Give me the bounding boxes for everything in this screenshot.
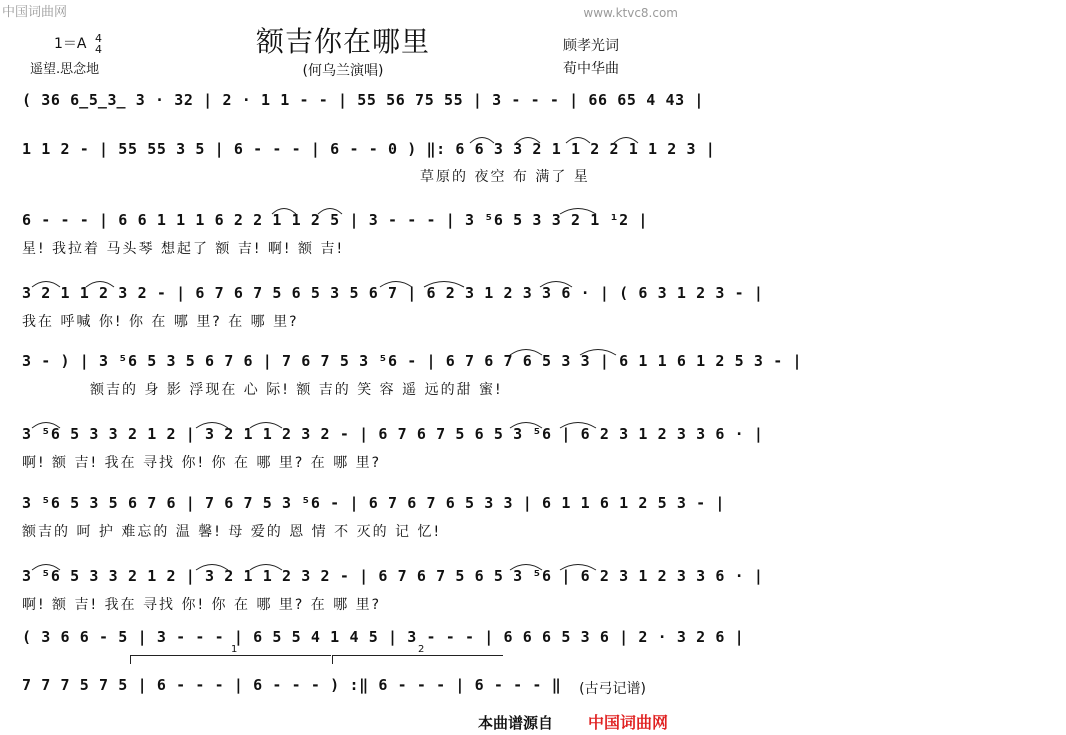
score-row-3: 6 - - - | 6 6 1 1 1 6 2 2 1 1 2 5 | 3 - - - | 3 ⁵6 5 3 3 2 1 ¹2 | [22,211,648,229]
lyrics-row-5: 额吉的 身 影 浮现在 心 际! 额 吉的 笑 容 遥 远的甜 蜜! [90,382,503,398]
site-watermark: 中国词曲网 [2,5,68,20]
slur [516,138,540,144]
score-row-4: 3 2 1 1 2 3 2 - | 6 7 6 7 5 6 5 3 5 6 7 | 6 2 3 1 2 3 3 6 · | ( 6 3 1 2 3 - | [22,284,764,302]
site-url[interactable]: www.ktvc8.com [583,6,678,20]
lyrics-row-7: 额吉的 呵 护 难忘的 温 馨! 母 爱的 恩 情 不 灭的 记 忆! [22,524,442,540]
lyrics-row-4: 我在 呼喊 你! 你 在 哪 里? 在 哪 里? [22,314,299,330]
score-row-8: 3 ⁵6 5 3 3 2 1 2 | 3 2 1 1 2 3 2 - | 6 7 6 7 5 6 5 3 ⁵6 | 6 2 3 1 2 3 3 6 · | [22,567,764,585]
slur [32,282,60,288]
slur [540,282,572,288]
mood-marking: 遥望.思念地 [30,62,100,77]
slur [196,423,228,429]
meter-top: 4 [94,32,102,45]
score-row-2: 1 1 2 - | 55 55 3 5 | 6 - - - | 6 - - 0 ) ‖: 6 6 3 3 2 1 1 2 2 1 1 2 3 | [22,140,716,158]
notation-credit: (古弓记谱) [579,681,646,697]
source-label: 本曲谱源自 [478,714,554,732]
score-row-9: ( 3 6 6 - 5 | 3 - - - | 6 5 5 4 1 4 5 | 3 - - - | 6 6 6 5 3 6 | 2 · 3 2 6 | [22,628,745,646]
slur [560,209,596,215]
volta-number-2: 2 [418,644,425,655]
score-row-1: ( 36 6̲5̲3̲ 3 · 32 | 2 · 1 1 - - | 55 56 75 55 | 3 - - - | 66 65 4 43 | [22,91,704,109]
key-text: 1＝A [54,36,87,52]
slur [86,282,114,288]
meter-bottom: 4 [94,43,102,56]
slur [380,282,412,288]
slur [510,423,542,429]
score-row-5: 3 - ) | 3 ⁵6 5 3 5 6 7 6 | 7 6 7 5 3 ⁵6 - | 6 7 6 7 6 5 3 3 | 6 1 1 6 1 2 5 3 - | [22,352,803,370]
slur [424,282,464,288]
slur [32,565,60,571]
volta-number-1: 1 [231,644,238,655]
slur [272,209,296,215]
slur [196,565,228,571]
slur [510,350,542,356]
slur [470,138,494,144]
score-row-7: 3 ⁵6 5 3 5 6 7 6 | 7 6 7 5 3 ⁵6 - | 6 7 6 7 6 5 3 3 | 6 1 1 6 1 2 5 3 - | [22,494,726,512]
source-site-link[interactable]: 中国词曲网 [588,713,669,732]
slur [510,565,542,571]
slur [560,565,596,571]
slur [318,209,342,215]
lyrics-row-2: 草原的 夜空 布 满了 星 [420,169,590,185]
slur [250,565,282,571]
slur [566,138,590,144]
lyrics-row-8: 啊! 额 吉! 我在 寻找 你! 你 在 哪 里? 在 哪 里? [22,597,382,613]
score-row-10: 7 7 7 5 7 5 | 6 - - - | 6 - - - ) :‖ 6 - - - | 6 - - - ‖ [22,676,562,694]
singer-credit: (何乌兰演唱) [302,63,384,79]
slur [32,423,60,429]
song-title: 额吉你在哪里 [255,25,430,58]
slur [560,423,596,429]
slur [614,138,638,144]
slur [580,350,616,356]
lyrics-row-3: 星! 我拉着 马头琴 想起了 额 吉! 啊! 额 吉! [22,241,345,257]
slur [250,423,282,429]
composer-credit: 荀中华曲 [563,61,619,77]
lyrics-row-6: 啊! 额 吉! 我在 寻找 你! 你 在 哪 里? 在 哪 里? [22,455,382,471]
score-row-6: 3 ⁵6 5 3 3 2 1 2 | 3 2 1 1 2 3 2 - | 6 7 6 7 5 6 5 3 ⁵6 | 6 2 3 1 2 3 3 6 · | [22,425,764,443]
lyricist-credit: 顾孝光词 [563,38,619,54]
